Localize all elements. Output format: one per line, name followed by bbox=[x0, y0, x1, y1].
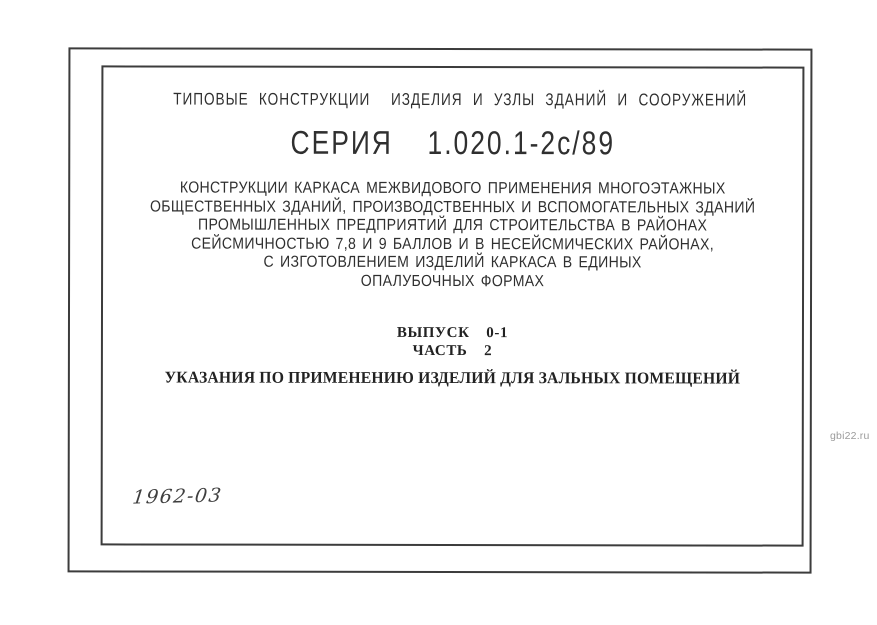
description-line: ОБЩЕСТВЕННЫХ ЗДАНИЙ, ПРОИЗВОДСТВЕННЫХ И ВСПОМОГАТЕЛЬНЫХ ЗДАНИЙ bbox=[149, 198, 756, 217]
handwritten-inventory-code: 1962-03 bbox=[131, 484, 224, 509]
document-subtitle: УКАЗАНИЯ ПО ПРИМЕНЕНИЮ ИЗДЕЛИЙ ДЛЯ ЗАЛЬНЫХ ПОМЕЩЕНИЙ bbox=[164, 367, 741, 388]
description-line: ОПАЛУБОЧНЫХ ФОРМАХ bbox=[360, 272, 545, 291]
description-line: СЕЙСМИЧНОСТЬЮ 7,8 И 9 БАЛЛОВ И В НЕСЕЙСМИЧЕСКИХ РАЙОНАХ, bbox=[191, 235, 715, 254]
document-header: ТИПОВЫЕ КОНСТРУКЦИИ ИЗДЕЛИЯ И УЗЛЫ ЗДАНИЙ И СООРУЖЕНИЙ bbox=[173, 89, 748, 110]
issue-number: ВЫПУСК 0-1 bbox=[396, 324, 509, 342]
title-page-content bbox=[103, 67, 803, 544]
outer-border bbox=[68, 47, 813, 573]
series-title: СЕРИЯ 1.020.1-2с/89 bbox=[290, 123, 616, 162]
inner-border bbox=[101, 65, 805, 546]
description-line: КОНСТРУКЦИИ КАРКАСА МЕЖВИДОВОГО ПРИМЕНЕНИЯ МНОГОЭТАЖНЫХ bbox=[179, 179, 726, 198]
description-paragraph bbox=[145, 179, 760, 292]
description-line: С ИЗГОТОВЛЕНИЕМ ИЗДЕЛИЙ КАРКАСА В ЕДИНЫХ bbox=[263, 254, 642, 272]
part-number: ЧАСТЬ 2 bbox=[412, 342, 493, 360]
description-line: ПРОМЫШЛЕННЫХ ПРЕДПРИЯТИЙ ДЛЯ СТРОИТЕЛЬСТВА В РАЙОНАХ bbox=[197, 216, 708, 235]
site-watermark: gbi22.ru bbox=[830, 430, 870, 442]
